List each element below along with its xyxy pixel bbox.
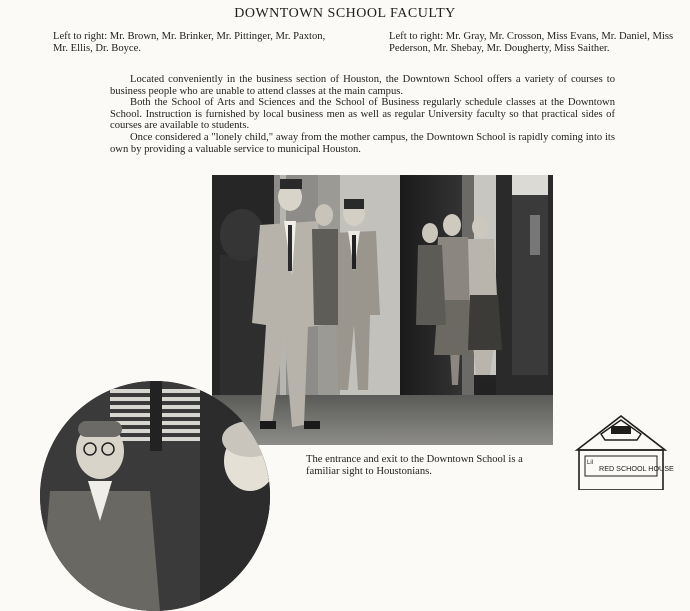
paragraph-2: Both the School of Arts and Sciences and the School of Business regularly schedule classes at the Downtown School. Instruction is furnished by local business men as well as regular University faculty so that practical sides of courses are available to students.: [110, 97, 615, 132]
paragraph-1: Located conveniently in the business section of Houston, the Downtown School offers a variety of courses to business people who are unable to attend classes at the main campus.: [110, 74, 615, 97]
red-school-house-logo: [565, 412, 677, 490]
faculty-corner-photo: [40, 381, 270, 611]
photo-caption: The entrance and exit to the Downtown School is a familiar sight to Houstonians.: [306, 454, 523, 477]
faculty-corner-illustration: [40, 381, 270, 611]
article-body: [110, 74, 615, 155]
faculty-caption-right: Left to right: Mr. Gray, Mr. Crosson, Miss Evans, Mr. Daniel, Miss Pederson, Mr. Shebay, Mr. Dougherty, Miss Saither.: [389, 31, 674, 54]
page-title: DOWNTOWN SCHOOL FACULTY: [234, 6, 456, 21]
paragraph-3: Once considered a "lonely child," away from the mother campus, the Downtown School is rapidly coming into its own by providing a valuable service to municipal Houston.: [110, 131, 615, 155]
stamp-lil-text: Lil: [587, 460, 594, 466]
faculty-caption-left: Left to right: Mr. Brown, Mr. Brinker, Mr. Pittinger, Mr. Paxton, Mr. Ellis, Dr. Boyce.: [53, 31, 326, 54]
stamp-main-text: RED SCHOOL HOUSE: [599, 464, 674, 473]
school-house-drawing: [565, 412, 677, 490]
entrance-photo-illustration: [212, 175, 553, 445]
entrance-photo: [212, 175, 553, 445]
